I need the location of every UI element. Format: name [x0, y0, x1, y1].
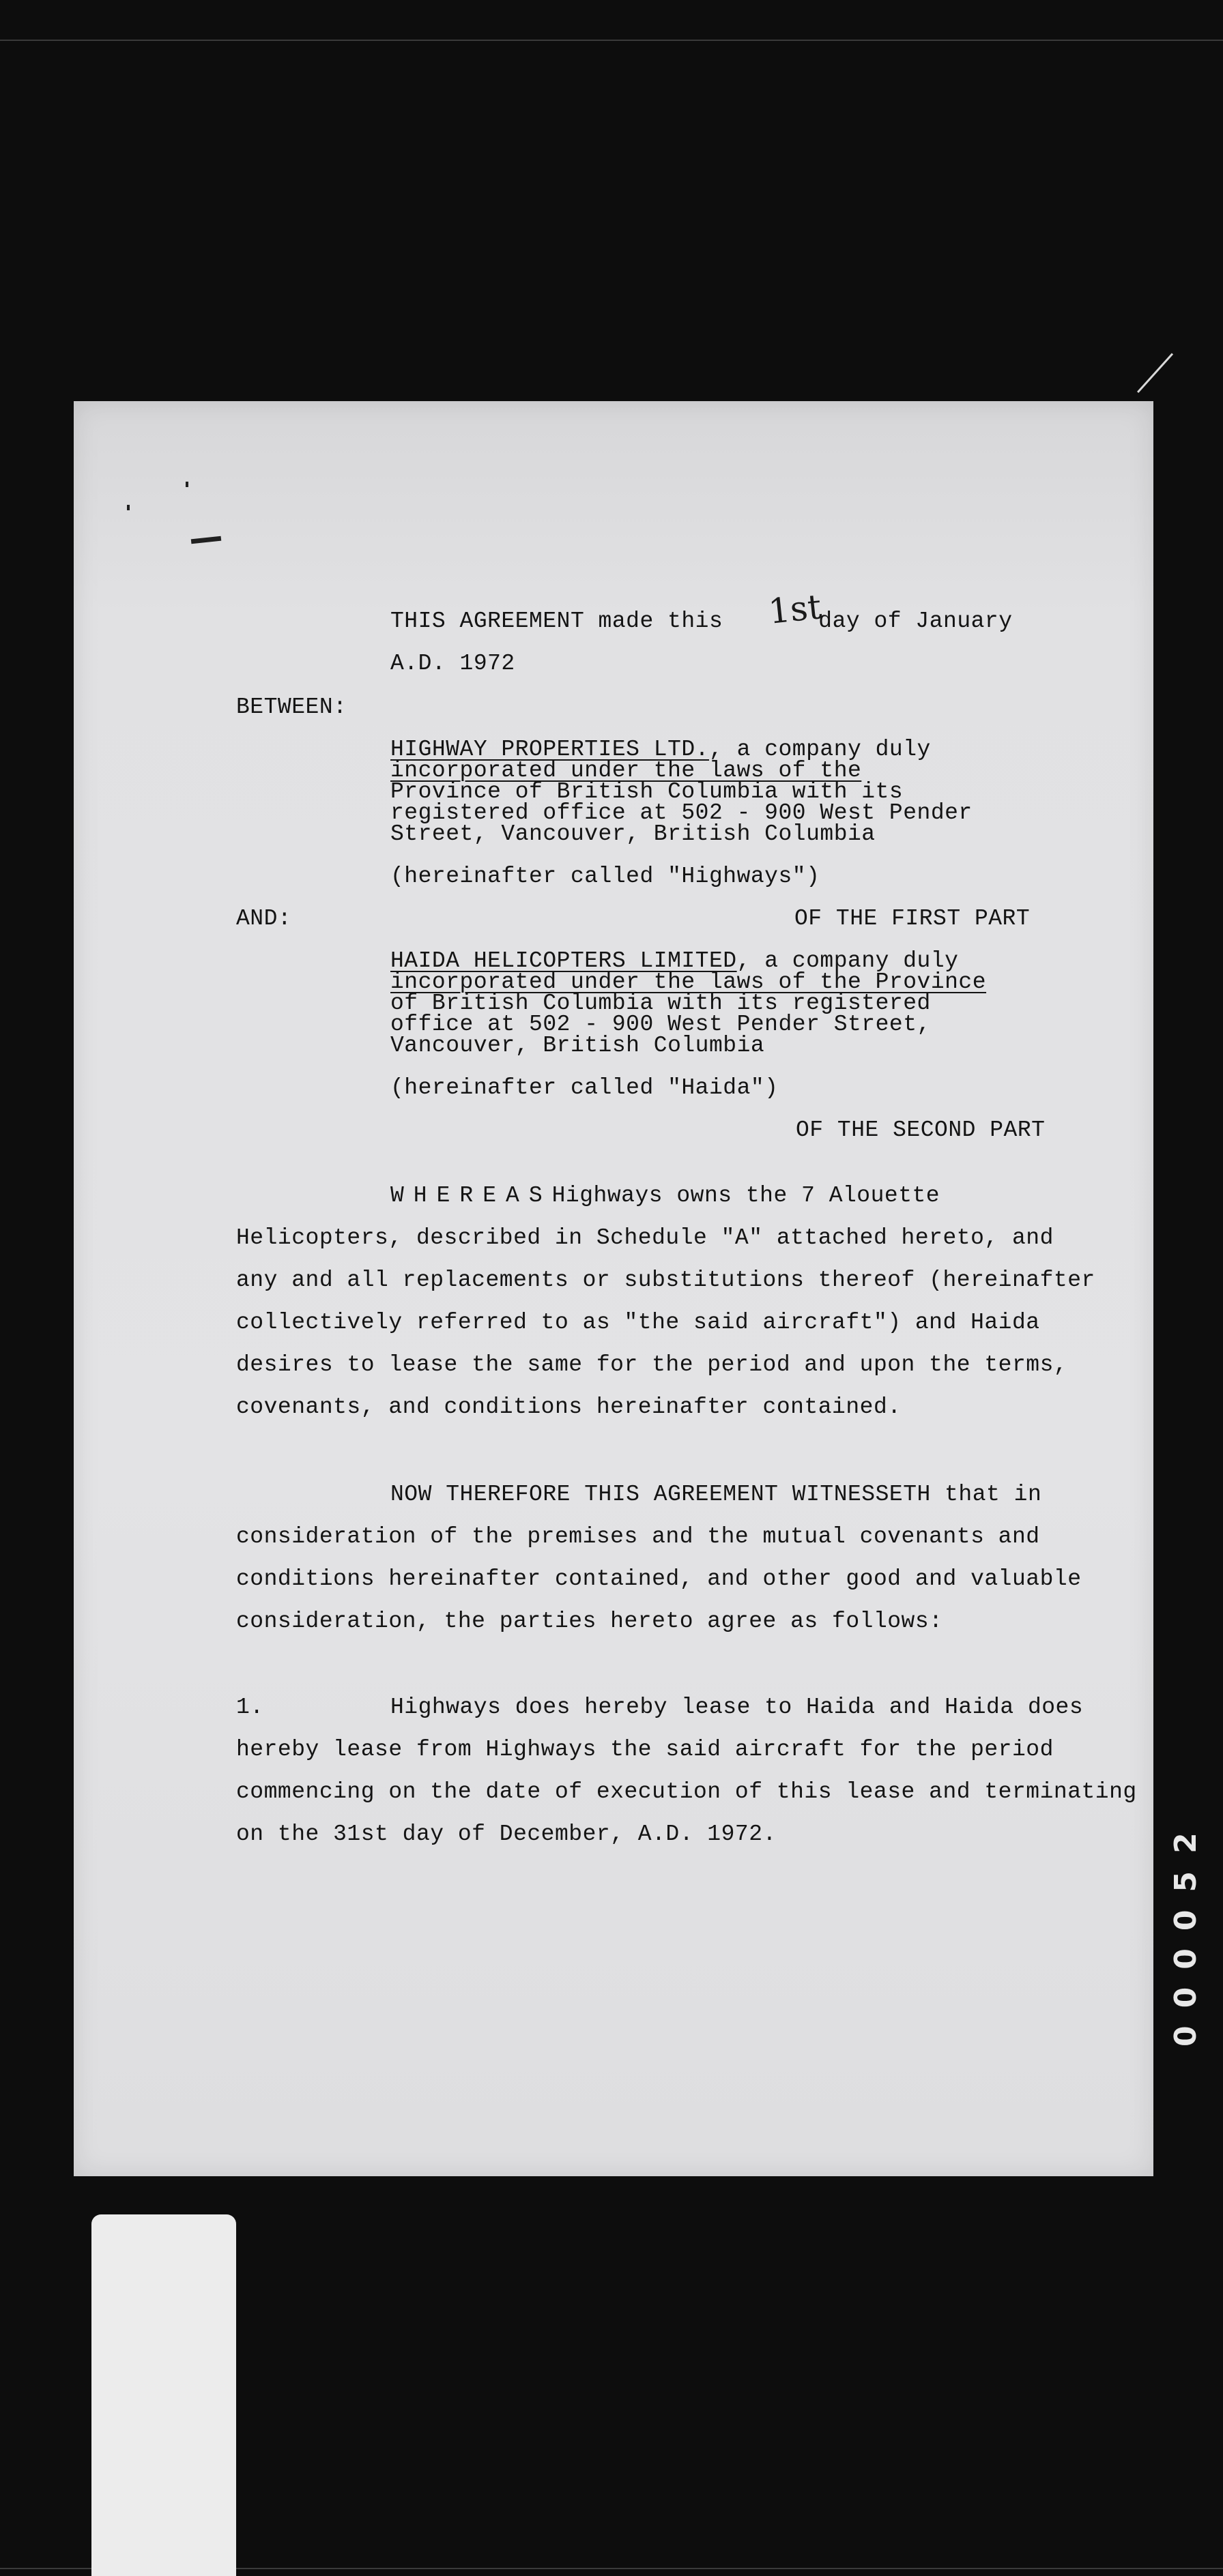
- party1-called: (hereinafter called "Highways"): [390, 864, 820, 889]
- film-top-edge: [0, 40, 1223, 41]
- clause1-line3: commencing on the date of execution of this lease and terminating: [236, 1779, 1137, 1804]
- whereas-line2: Helicopters, described in Schedule "A" attached hereto, and: [236, 1225, 1054, 1250]
- agreement-year: A.D. 1972: [390, 651, 515, 676]
- party2-line1: HAIDA HELICOPTERS LIMITED, a company duly: [390, 948, 959, 974]
- party1-line4: registered office at 502 - 900 West Pender: [390, 800, 973, 825]
- clause1-line1: Highways does hereby lease to Haida and Haida does: [390, 1695, 1084, 1720]
- between-label: BETWEEN:: [236, 694, 347, 720]
- ink-dot: [186, 482, 188, 487]
- ink-dot: [127, 505, 130, 510]
- whereas-line6: covenants, and conditions hereinafter contained.: [236, 1394, 902, 1420]
- party1-line5: Street, Vancouver, British Columbia: [390, 821, 876, 847]
- now-therefore-line2: consideration of the premises and the mutual covenants and: [236, 1524, 1040, 1549]
- intro-prefix: THIS AGREEMENT made this: [390, 609, 723, 634]
- now-therefore-line4: consideration, the parties hereto agree as follows:: [236, 1609, 943, 1634]
- party2-name: HAIDA HELICOPTERS LIMITED: [390, 948, 737, 974]
- whereas-line1: WHEREASHighways owns the 7 Alouette: [390, 1183, 940, 1208]
- party2-line2: incorporated under the laws of the Province: [390, 969, 987, 995]
- film-leader-card: [91, 2214, 236, 2576]
- whereas-line3: any and all replacements or substitutions thereof (hereinafter: [236, 1268, 1095, 1293]
- intro-suffix: day of January: [818, 609, 1013, 634]
- party2-called: (hereinafter called "Haida"): [390, 1075, 779, 1100]
- party1-name: HIGHWAY PROPERTIES LTD.: [390, 737, 709, 762]
- document-page: [74, 401, 1153, 2176]
- frame-number: 000052: [1168, 1815, 1203, 2047]
- film-scratch: [1137, 353, 1173, 393]
- party1-line1: HIGHWAY PROPERTIES LTD., a company duly: [390, 737, 931, 762]
- party2-line3: of British Columbia with its registered: [390, 991, 931, 1016]
- whereas-line4: collectively referred to as "the said aircraft") and Haida: [236, 1310, 1040, 1335]
- whereas-word: WHEREAS: [390, 1183, 552, 1208]
- second-part-label: OF THE SECOND PART: [796, 1117, 1046, 1143]
- party1-line2: incorporated under the laws of the: [390, 758, 862, 783]
- now-therefore-line3: conditions hereinafter contained, and other good and valuable: [236, 1566, 1082, 1592]
- ink-mark: [191, 536, 221, 544]
- whereas-line5: desires to lease the same for the period and upon the terms,: [236, 1352, 1068, 1377]
- clause1-line4: on the 31st day of December, A.D. 1972.: [236, 1821, 777, 1847]
- first-part-label: OF THE FIRST PART: [794, 906, 1031, 931]
- clause1-line2: hereby lease from Highways the said aircraft for the period: [236, 1737, 1054, 1762]
- now-therefore-line1: NOW THEREFORE THIS AGREEMENT WITNESSETH that in: [390, 1482, 1042, 1507]
- party1-line3: Province of British Columbia with its: [390, 779, 904, 804]
- handwritten-day: 1st: [766, 587, 824, 632]
- agreement-intro: [390, 609, 1013, 634]
- and-label: AND:: [236, 906, 292, 931]
- clause1-number: 1.: [236, 1695, 264, 1720]
- party2-line4: office at 502 - 900 West Pender Street,: [390, 1012, 931, 1037]
- party2-line5: Vancouver, British Columbia: [390, 1033, 765, 1058]
